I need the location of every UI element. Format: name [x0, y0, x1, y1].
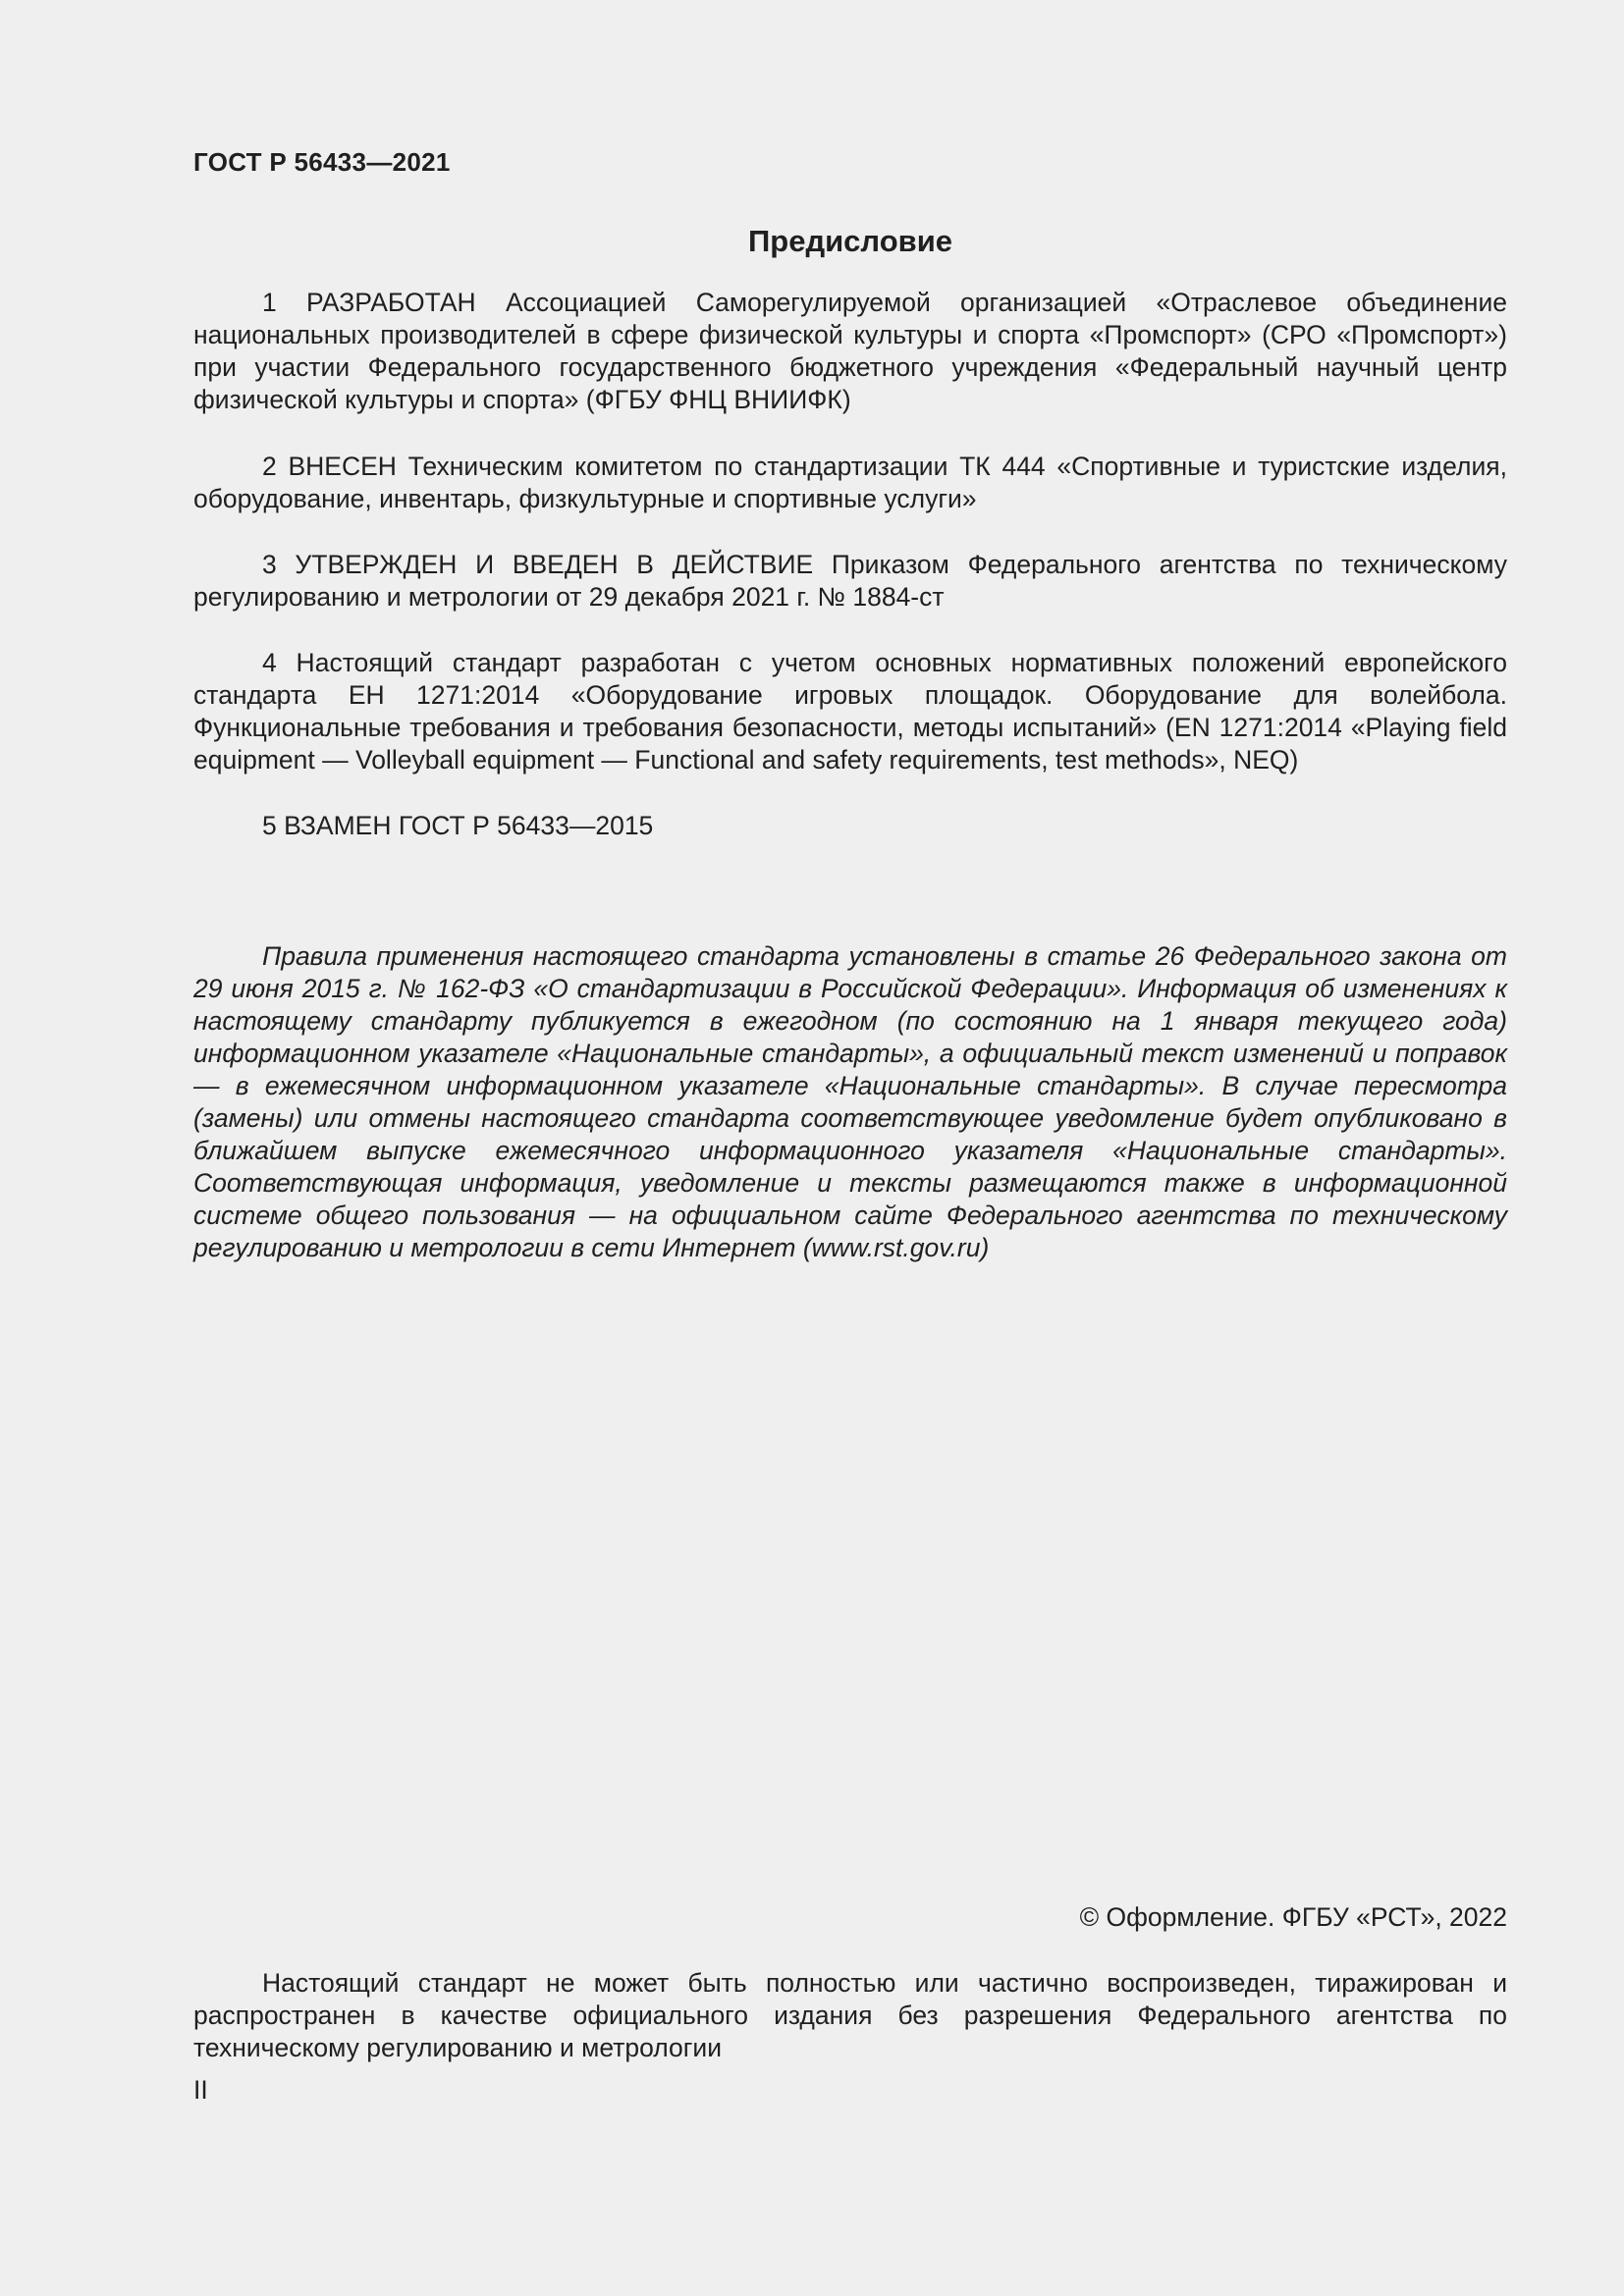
document-code: ГОСТ Р 56433—2021	[193, 147, 451, 177]
page-number: II	[193, 2075, 208, 2105]
paragraph-replaces: 5 ВЗАМЕН ГОСТ Р 56433—2015	[262, 811, 654, 840]
paragraph-submitted-by: 2 ВНЕСЕН Техническим комитетом по стандартизации ТК 444 «Спортивные и туристские изделия, оборудование, инвентарь, физкультурные и спортивные услуги»	[193, 452, 1507, 513]
reproduction-notice: Настоящий стандарт не может быть полностью или частично воспроизведен, тиражирован и распространен в качестве официального издания без разрешения Федерального агентства по техническому регулированию и метрологии	[193, 1968, 1507, 2062]
copyright-line: © Оформление. ФГБУ «РСТ», 2022	[1079, 1902, 1507, 1932]
rules-notice: Правила применения настоящего стандарта установлены в статье 26 Федерального закона от 29 июня 2015 г. № 162-ФЗ «О стандартизации в Российской Федерации». Информация об изменениях к настоящему стандарту публикуется в ежегодном (по состоянию на 1 января текущего года) информационном указателе «Национальные стандарты», а официальный текст изменений и поправок — в ежемесячном информационном указателе «Национальные стандарты». В случае пересмотра (замены) или отмены настоящего стандарта соответствующее уведомление будет опубликовано в ближайшем выпуске ежемесячного информационного указателя «Национальные стандарты». Соответствующая информация, уведомление и тексты размещаются также в информационной системе общего пользования — на официальном сайте Федерального агентства по техническому регулированию и метрологии в сети Интернет (www.rst.gov.ru)	[193, 941, 1507, 1262]
paragraph-approved: 3 УТВЕРЖДЕН И ВВЕДЕН В ДЕЙСТВИЕ Приказом Федерального агентства по техническому регулированию и метрологии от 29 декабря 2021 г. № 1884-ст	[193, 550, 1507, 612]
paragraph-developed-by: 1 РАЗРАБОТАН Ассоциацией Саморегулируемой организацией «Отраслевое объединение национальных производителей в сфере физической культуры и спорта «Промспорт» (СРО «Промспорт») при участии Федерального государственного бюджетного учреждения «Федеральный научный центр физической культуры и спорта» (ФГБУ ФНЦ ВНИИФК)	[193, 288, 1507, 414]
page-title: Предисловие	[747, 224, 952, 258]
paragraph-developed-basis: 4 Настоящий стандарт разработан с учетом основных нормативных положений европейского стандарта ЕН 1271:2014 «Оборудование игровых площадок. Оборудование для волейбола. Функциональные требования и требования безопасности, методы испытаний» (EN 1271:2014 «Playing field equipment — Volleyball equipment — Functional and safety requirements, test methods», NEQ)	[193, 648, 1507, 774]
